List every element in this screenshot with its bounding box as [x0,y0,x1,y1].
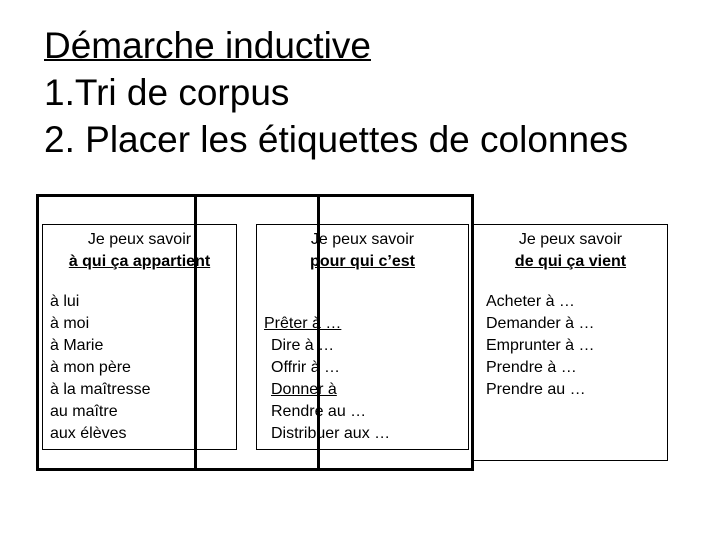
column-header-2 [256,229,469,273]
title-line-3: 2. Placer les étiquettes de colonnes [44,119,629,160]
column-list-3 [486,291,595,401]
list-item: Emprunter à … [486,337,595,354]
title-line-2: 1.Tri de corpus [44,72,290,113]
list-item: aux élèves [50,425,127,442]
list-item: Offrir à … [271,359,341,376]
list-item: à lui [50,293,80,310]
list-item: Acheter à … [486,293,575,310]
slide-title [44,22,628,163]
list-item: au maître [50,403,118,420]
list-item: Donner à [271,381,337,398]
list-item: à Marie [50,337,104,354]
list-item: à mon père [50,359,131,376]
list-item: Prendre au … [486,381,586,398]
column-header-3 [473,229,668,273]
column-header-1-top: Je peux savoir [87,231,192,248]
list-item: Dire à … [271,337,335,354]
list-item: Demander à … [486,315,595,332]
column-header-2-label: pour qui c’est [310,253,415,270]
list-item: à moi [50,315,90,332]
list-item: Distribuer aux … [271,425,391,442]
column-header-1-label: à qui ça appartient [68,253,211,270]
list-item: Prendre à … [486,359,577,376]
title-line-1: Démarche inductive [44,25,371,66]
column-header-3-top: Je peux savoir [518,231,623,248]
list-item: à la maîtresse [50,381,151,398]
column-list-1 [50,291,150,445]
list-item: Prêter à … [264,315,342,332]
list-item: Rendre au … [271,403,367,420]
column-header-1 [42,229,237,273]
column-list-2 [264,313,390,445]
column-header-2-top: Je peux savoir [310,231,415,248]
column-header-3-label: de qui ça vient [514,253,627,270]
